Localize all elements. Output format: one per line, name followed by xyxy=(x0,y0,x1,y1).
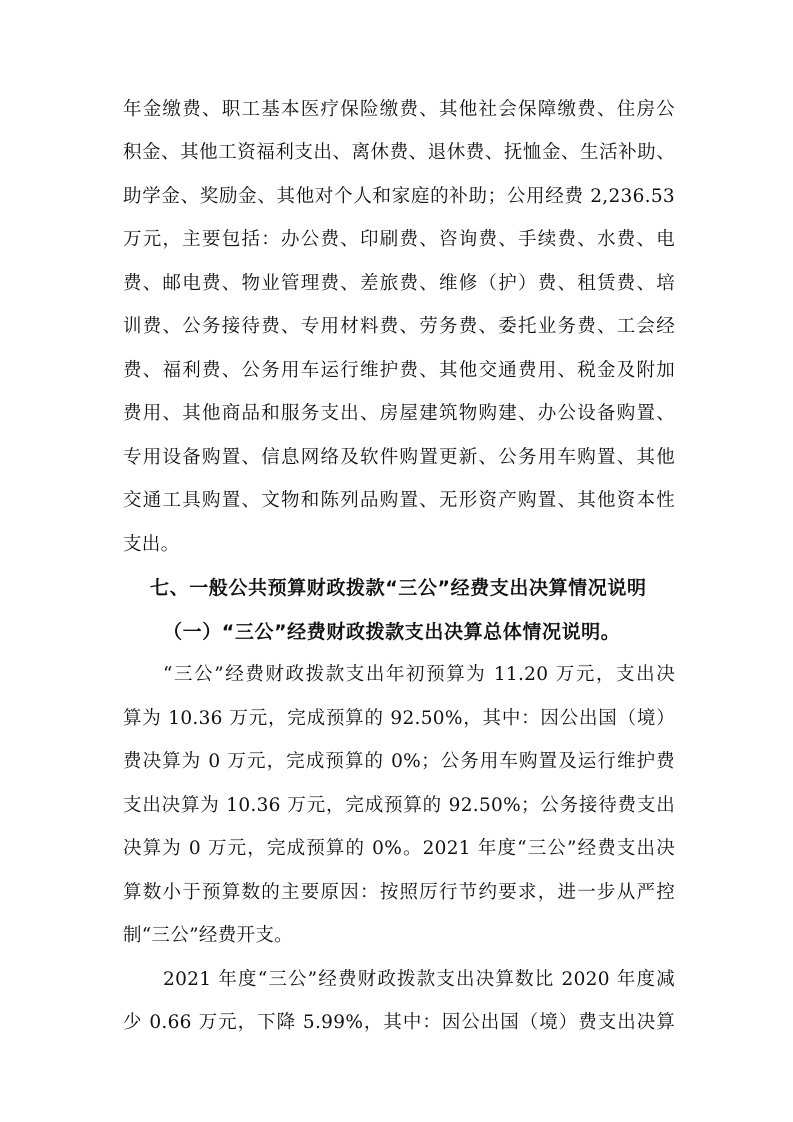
subsection-heading: （一）“三公”经费财政拨款支出决算总体情况说明。 xyxy=(163,621,621,643)
text-line: 支出。 xyxy=(123,534,180,555)
text-line: 少 0.66 万元，下降 5.99%，其中：因公出国（境）费支出决算 xyxy=(123,1012,675,1033)
text-line: 费用、其他商品和服务支出、房屋建筑物购建、办公设备购置、 xyxy=(123,403,675,424)
text-line: 万元，主要包括：办公费、印刷费、咨询费、手续费、水费、电 xyxy=(123,229,675,250)
text-line: 专用设备购置、信息网络及软件购置更新、公务用车购置、其他 xyxy=(123,447,675,468)
text-line: 年金缴费、职工基本医疗保险缴费、其他社会保障缴费、住房公 xyxy=(123,99,675,120)
text-line: 算数小于预算数的主要原因：按照厉行节约要求，进一步从严控 xyxy=(123,882,675,903)
text-line: 交通工具购置、文物和陈列品购置、无形资产购置、其他资本性 xyxy=(123,490,675,511)
text-line: 训费、公务接待费、专用材料费、劳务费、委托业务费、工会经 xyxy=(123,316,675,337)
text-line: 费、邮电费、物业管理费、差旅费、维修（护）费、租赁费、培 xyxy=(123,273,675,294)
text-line: 决算为 0 万元，完成预算的 0%。2021 年度“三公”经费支出决 xyxy=(123,838,675,859)
text-line: 制“三公”经费开支。 xyxy=(123,925,293,946)
text-line: 算为 10.36 万元，完成预算的 92.50%，其中：因公出国（境） xyxy=(123,708,675,729)
text-line: 费决算为 0 万元，完成预算的 0%；公务用车购置及运行维护费 xyxy=(123,751,675,772)
section-heading: 七、一般公共预算财政拨款“三公”经费支出决算情况说明 xyxy=(150,577,647,599)
text-line: 助学金、奖励金、其他对个人和家庭的补助；公用经费 2,236.53 xyxy=(123,186,675,207)
text-line: “三公”经费财政拨款支出年初预算为 11.20 万元，支出决 xyxy=(163,664,675,685)
text-line: 支出决算为 10.36 万元，完成预算的 92.50%；公务接待费支出 xyxy=(123,795,675,816)
text-line: 费、福利费、公务用车运行维护费、其他交通费用、税金及附加 xyxy=(123,360,675,381)
text-line: 积金、其他工资福利支出、离休费、退休费、抚恤金、生活补助、 xyxy=(123,142,675,163)
text-line: 2021 年度“三公”经费财政拨款支出决算数比 2020 年度减 xyxy=(163,969,675,990)
